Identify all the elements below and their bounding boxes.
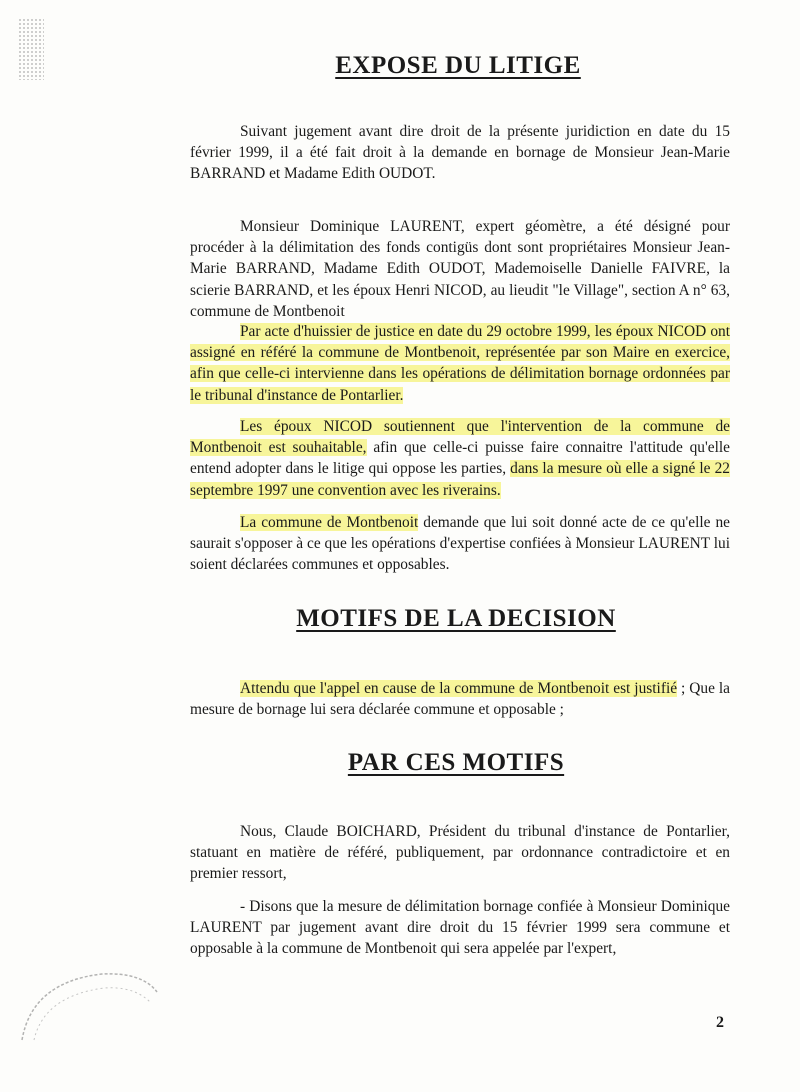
paragraph-commune-demande: La commune de Montbenoit demande que lui soit donné acte de ce qu'elle ne saurait s'opposer à ce que les opérations d'expertise confiées à Monsieur LAURENT lui soient déclarées communes et opposables. xyxy=(190,514,730,574)
highlighted-text: Par acte d'huissier de justice en date du 29 octobre 1999, les époux NICOD ont assigné en référé la commune de Montbenoit, représentée par son Maire en exercice, afin que celle-ci intervienne dans les opérations de délimitation bornage ordonnées par le tribunal d'instance de Pontarlier. xyxy=(190,323,730,404)
highlighted-text: Attendu que l'appel en cause de la commune de Montbenoit est justifié xyxy=(240,680,678,697)
paragraph-soutien: Les époux NICOD soutiennent que l'intervention de la commune de Montbenoit est souhaitable, afin que celle-ci puisse faire connaitre l'attitude qu'elle entend adopter dans le litige qui oppose les parties, dans la mesure où elle a signé le 22 septembre 1997 une convention avec les riverains. xyxy=(190,418,730,499)
scan-artifact xyxy=(18,18,44,80)
paragraph-jugement: Suivant jugement avant dire droit de la présente juridiction en date du 15 février 1999, il a été fait droit à la demande en bornage de Monsieur Jean-Marie BARRAND et Madame Edith OUDOT. xyxy=(190,123,730,183)
page-number: 2 xyxy=(716,1014,724,1031)
heading-expose-du-litige: EXPOSE DU LITIGE xyxy=(335,52,581,79)
paragraph-attendu: Attendu que l'appel en cause de la commune de Montbenoit est justifié ; Que la mesure de bornage lui sera déclarée commune et opposable ; xyxy=(190,680,730,719)
court-stamp xyxy=(12,962,162,1042)
paragraph-expert: Monsieur Dominique LAURENT, expert géomètre, a été désigné pour procéder à la délimitation des fonds contigüs dont sont propriétaires Monsieur Jean-Marie BARRAND, Madame Edith OUDOT, Mademoiselle Danielle FAIVRE, la scierie BARRAND, et les époux Henri NICOD, au lieudit "le Village", section A n° 63, commune de Montbenoit xyxy=(190,218,730,320)
highlighted-text: La commune de Montbenoit xyxy=(240,514,419,531)
highlighted-text: Les époux NICOD soutiennent que l'intervention de la commune de Montbenoit est souhaitable, xyxy=(190,418,730,457)
heading-motifs-de-la-decision: MOTIFS DE LA DECISION xyxy=(296,605,616,632)
paragraph-assignation xyxy=(190,321,730,406)
heading-par-ces-motifs: PAR CES MOTIFS xyxy=(347,749,565,776)
paragraph-disons: - Disons que la mesure de délimitation bornage confiée à Monsieur Dominique LAURENT par jugement avant dire droit du 15 février 1999 sera commune et opposable à la commune de Montbenoit qui sera appelée par l'expert, xyxy=(190,898,730,958)
paragraph-president: Nous, Claude BOICHARD, Président du tribunal d'instance de Pontarlier, statuant en matière de référé, publiquement, par ordonnance contradictoire et en premier ressort, xyxy=(190,823,730,883)
highlighted-text: dans la mesure où elle a signé le 22 septembre 1997 une convention avec les riverains. xyxy=(190,460,730,499)
